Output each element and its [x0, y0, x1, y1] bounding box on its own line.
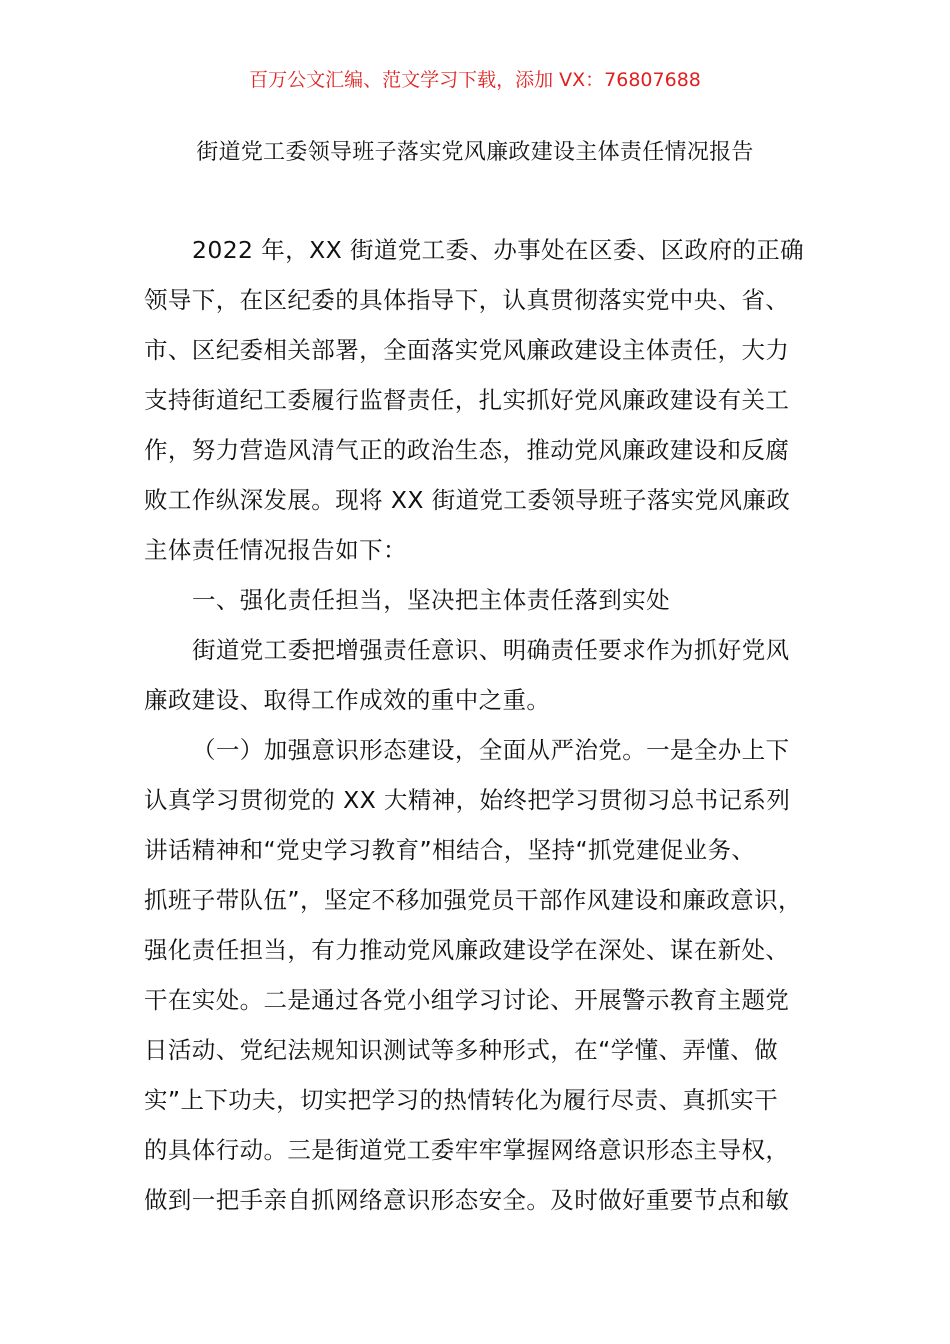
body-line: 市、区纪委相关部署，全面落实党风廉政建设主体责任，大力: [144, 336, 790, 364]
body-line: 的具体行动。三是街道党工委牢牢掌握网络意识形态主导权，: [144, 1136, 790, 1164]
document-title: 街道党工委领导班子落实党风廉政建设主体责任情况报告: [196, 140, 754, 165]
body-line: 抓班子带队伍”，坚定不移加强党员干部作风建设和廉政意识，: [144, 886, 802, 914]
body-line: 作，努力营造风清气正的政治生态，推动党风廉政建设和反腐: [144, 436, 790, 464]
body-line: 败工作纵深发展。现将 XX 街道党工委领导班子落实党风廉政: [144, 486, 791, 514]
body-line: 实”上下功夫，切实把学习的热情转化为履行尽责、真抓实干: [144, 1086, 778, 1114]
body-line: 街道党工委把增强责任意识、明确责任要求作为抓好党风: [192, 636, 790, 664]
body-line: 讲话精神和“党史学习教育”相结合，坚持“抓党建促业务、: [144, 836, 756, 864]
subsection-heading: （一）加强意识形态建设，全面从严治党。一是全办上下: [192, 736, 790, 764]
body-line: 领导下，在区纪委的具体指导下，认真贯彻落实党中央、省、: [144, 286, 790, 314]
body-line: 强化责任担当，有力推动党风廉政建设学在深处、谋在新处、: [144, 936, 790, 964]
body-line: 日活动、党纪法规知识测试等多种形式，在“学懂、弄懂、做: [144, 1036, 778, 1064]
header-promo-note: 百万公文汇编、范文学习下载，添加 VX：76807688: [249, 69, 701, 91]
body-line: 干在实处。二是通过各党小组学习讨论、开展警示教育主题党: [144, 986, 790, 1014]
section-heading: 一、强化责任担当，坚决把主体责任落到实处: [192, 586, 670, 614]
body-line: 2022 年，XX 街道党工委、办事处在区委、区政府的正确: [192, 236, 805, 264]
document-body: [144, 229, 834, 1229]
body-line: 认真学习贯彻党的 XX 大精神，始终把学习贯彻习总书记系列: [144, 786, 791, 814]
body-line: 支持街道纪工委履行监督责任，扎实抓好党风廉政建设有关工: [144, 386, 790, 414]
body-line: 做到一把手亲自抓网络意识形态安全。及时做好重要节点和敏: [144, 1186, 790, 1214]
body-line: 廉政建设、取得工作成效的重中之重。: [144, 686, 551, 714]
body-line: 主体责任情况报告如下：: [144, 536, 407, 564]
